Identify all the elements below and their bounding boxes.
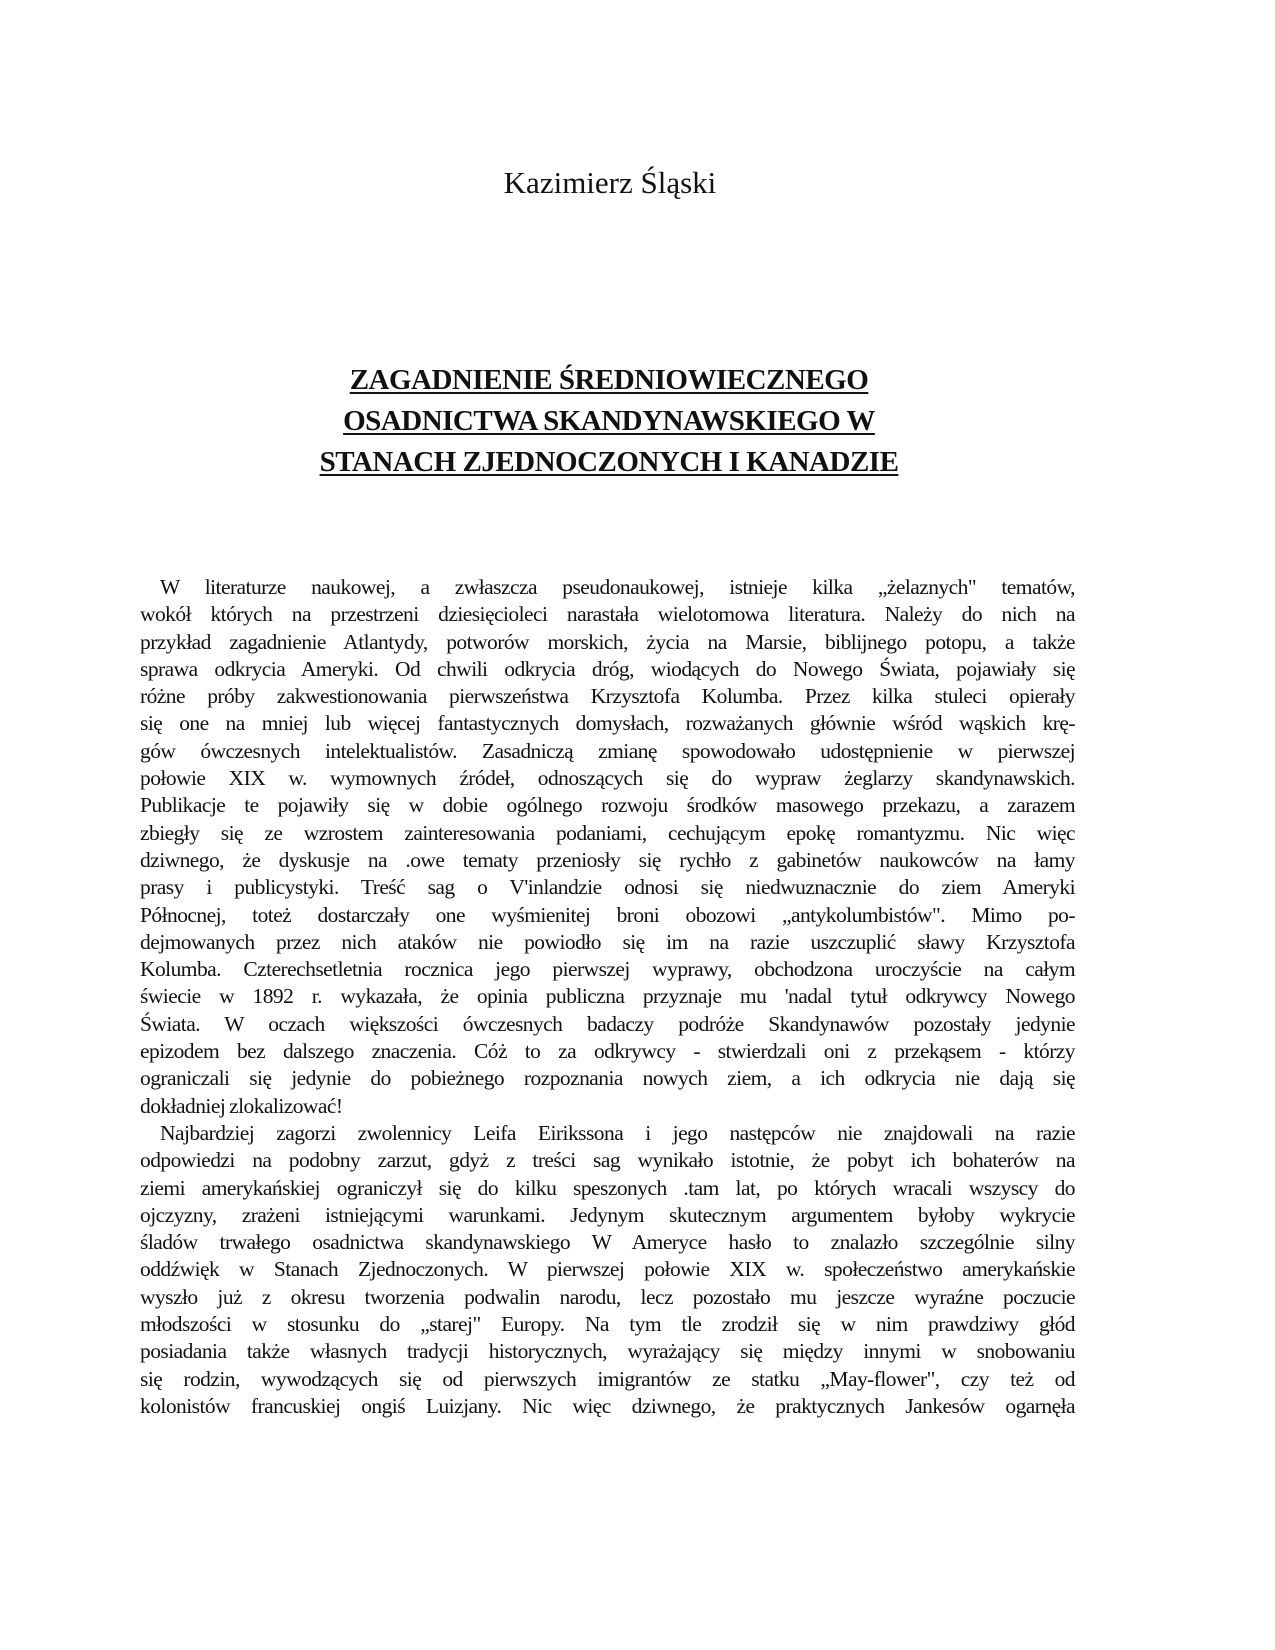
- text-line: Świata. W oczach większości ówczesnych badaczy podróże Skandynawów pozostały jedynie: [140, 1011, 1075, 1036]
- text-line: przykład zagadnienie Atlantydy, potworów morskich, życia na Marsie, biblijnego potopu, a także: [140, 629, 1075, 654]
- text-line: się one na mniej lub więcej fantastycznych domysłach, rozważanych głównie wśród wąskich krę-: [140, 711, 1075, 736]
- text-line: epizodem bez dalszego znaczenia. Cóż to za odkrywcy - stwierdzali oni z przekąsem - którzy: [140, 1039, 1075, 1064]
- title-line: STANACH ZJEDNOCZONYCH I KANADZIE: [319, 446, 899, 478]
- text-line: połowie XIX w. wymownych źródeł, odnoszących się do wypraw żeglarzy skandynawskich.: [140, 766, 1075, 791]
- text-line: różne próby zakwestionowania pierwszeństwa Krzysztofa Kolumba. Przez kilka stuleci opierały: [140, 684, 1075, 709]
- text-line: się rodzin, wywodzących się od pierwszych imigrantów ze statku „May-flower", czy też od: [140, 1366, 1075, 1391]
- paragraph: [140, 574, 1075, 1120]
- title-line: OSADNICTWA SKANDYNAWSKIEGO W: [343, 405, 875, 437]
- text-line: odpowiedzi na podobny zarzut, gdyż z treści sag wynikało istotnie, że pobyt ich bohaterów na: [140, 1148, 1075, 1173]
- article-title: [0, 360, 1218, 483]
- text-line: Północnej, toteż dostarczały one wyśmienitej broni obozowi „antykolumbistów". Mimo po-: [140, 902, 1075, 927]
- text-line: zbiegły się ze wzrostem zainteresowania podaniami, cechującym epokę romantyzmu. Nic więc: [140, 820, 1075, 845]
- text-line: posiadania także własnych tradycji historycznych, wyrażający się między innymi w snobowaniu: [140, 1339, 1075, 1364]
- text-line: ojczyzny, zrażeni istniejącymi warunkami. Jedynym skutecznym argumentem byłoby wykrycie: [140, 1202, 1075, 1227]
- text-line: wokół których na przestrzeni dziesięcioleci narastała wielotomowa literatura. Należy do nich na: [140, 602, 1075, 627]
- text-line: śladów trwałego osadnictwa skandynawskiego W Ameryce hasło to znalazło szczególnie silny: [140, 1230, 1075, 1255]
- text-line: świecie w 1892 r. wykazała, że opinia publiczna przyznaje mu 'nadal tytuł odkrywcy Nowego: [140, 984, 1075, 1009]
- paragraph: [140, 1120, 1075, 1420]
- text-line: wyszło już z okresu tworzenia podwalin narodu, lecz pozostało mu jeszcze wyraźne poczucie: [140, 1284, 1075, 1309]
- text-line: dejmowanych przez nich ataków nie powiodło się im na razie uszczuplić sławy Krzysztofa: [140, 929, 1075, 954]
- author-name: Kazimierz Śląski: [503, 165, 717, 200]
- title-line: ZAGADNIENIE ŚREDNIOWIECZNEGO: [349, 364, 869, 396]
- text-line: prasy i publicystyki. Treść sag o V'inlandzie odnosi się niedwuznacznie do ziem Ameryki: [140, 875, 1075, 900]
- text-line: młodszości w stosunku do „starej" Europy. Na tym tle zrodził się w nim prawdziwy głód: [140, 1312, 1075, 1337]
- text-line: oddźwięk w Stanach Zjednoczonych. W pierwszej połowie XIX w. społeczeństwo amerykańskie: [140, 1257, 1075, 1282]
- text-line: ziemi amerykańskiej ograniczył się do kilku speszonych .tam lat, po których wracali wszyscy do: [140, 1175, 1075, 1200]
- text-line: Publikacje te pojawiły się w dobie ogólnego rozwoju środków masowego przekazu, a zarazem: [140, 793, 1075, 818]
- text-line: Kolumba. Czterechsetletnia rocznica jego pierwszej wyprawy, obchodzona uroczyście na całym: [140, 957, 1075, 982]
- text-line: W literaturze naukowej, a zwłaszcza pseudonaukowej, istnieje kilka „żelaznych" tematów,: [160, 575, 1075, 599]
- text-line: ograniczali się jedynie do pobieżnego rozpoznania nowych ziem, a ich odkrycia nie dają się: [140, 1066, 1075, 1091]
- text-line: sprawa odkrycia Ameryki. Od chwili odkrycia dróg, wiodących do Nowego Świata, pojawiały się: [140, 656, 1075, 681]
- text-line: dokładniej zlokalizować!: [140, 1093, 343, 1118]
- text-line: kolonistów francuskiej ongiś Luizjany. Nic więc dziwnego, że praktycznych Jankesów ogarnęła: [140, 1393, 1075, 1418]
- text-line: gów ówczesnych intelektualistów. Zasadniczą zmianę spowodowało udostępnienie w pierwszej: [140, 738, 1075, 763]
- article-body: [140, 574, 1075, 1420]
- text-line: dziwnego, że dyskusje na .owe tematy przeniosły się rychło z gabinetów naukowców na łamy: [140, 847, 1075, 872]
- text-line: Najbardziej zagorzi zwolennicy Leifa Eirikssona i jego następców nie znajdowali na razie: [160, 1120, 1075, 1145]
